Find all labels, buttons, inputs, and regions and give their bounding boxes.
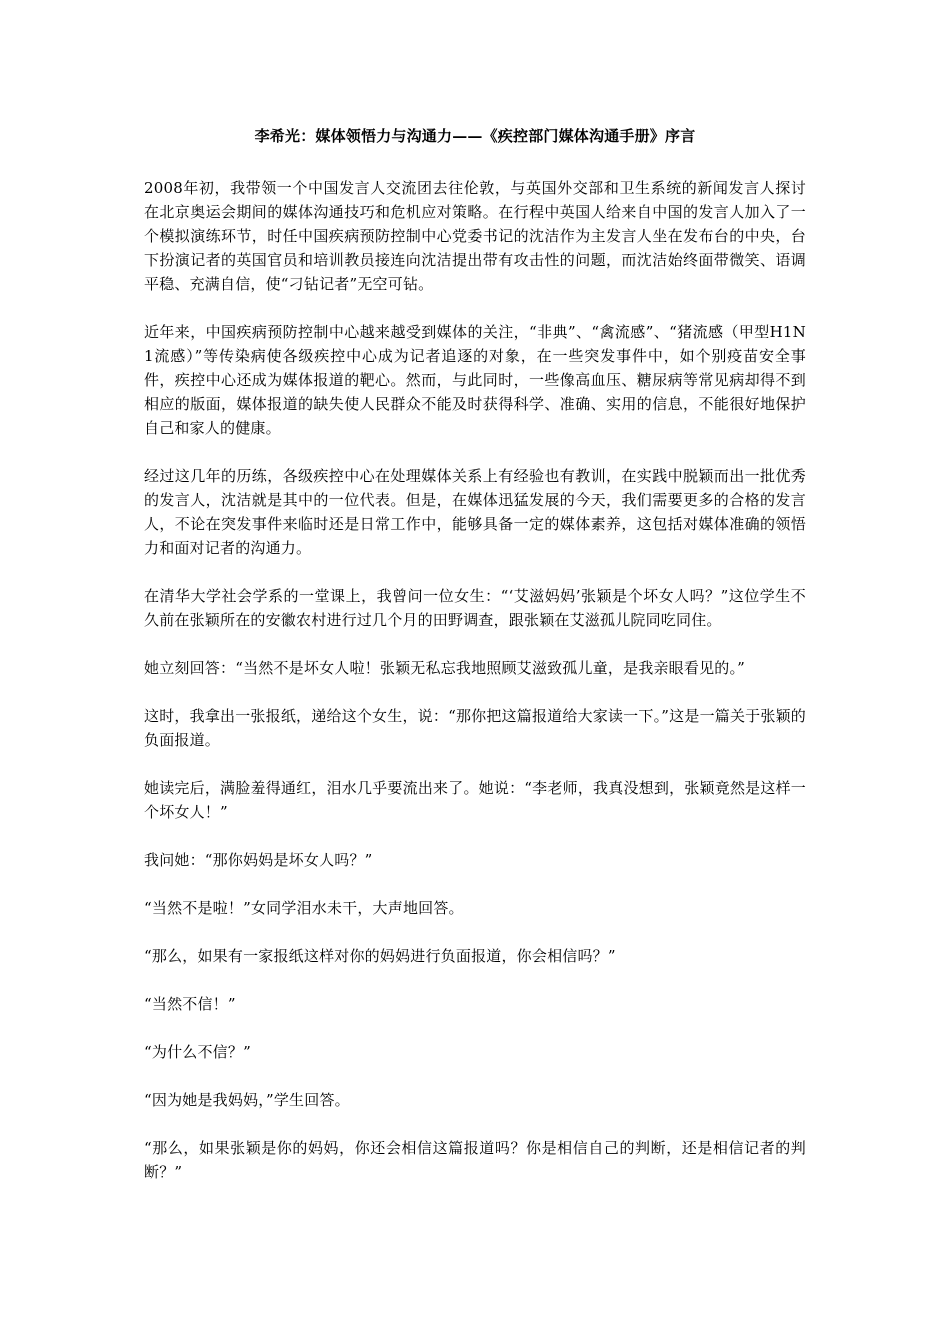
document-title: 李希光：媒体领悟力与沟通力——《疾控部门媒体沟通手册》序言 xyxy=(254,127,696,145)
paragraph: “因为她是我妈妈，”学生回答。 xyxy=(144,1091,350,1109)
paragraph: “那么，如果张颖是你的妈妈，你还会相信这篇报道吗？你是相信自己的判断，还是相信记者的判断？” xyxy=(144,1139,806,1181)
paragraph: 她读完后，满脸羞得通红，泪水几乎要流出来了。她说：“李老师，我真没想到，张颖竟然是这样一个坏女人！” xyxy=(144,779,806,821)
document-body xyxy=(144,124,806,1208)
paragraph: 她立刻回答：“当然不是坏女人啦！张颖无私忘我地照顾艾滋致孤儿童，是我亲眼看见的。” xyxy=(144,659,746,677)
paragraph: “当然不是啦！”女同学泪水未干，大声地回答。 xyxy=(144,899,464,917)
paragraph: 我问她：“那你妈妈是坏女人吗？” xyxy=(144,851,373,869)
paragraph: “那么，如果有一家报纸这样对你的妈妈进行负面报道，你会相信吗？” xyxy=(144,947,616,965)
paragraph: “为什么不信？” xyxy=(144,1043,251,1061)
paragraph: 在清华大学社会学系的一堂课上，我曾问一位女生：“‘艾滋妈妈’张颖是个坏女人吗？”这位学生不久前在张颖所在的安徽农村进行过几个月的田野调查，跟张颖在艾滋孤儿院同吃同住。 xyxy=(144,587,806,629)
paragraph: 这时，我拿出一张报纸，递给这个女生，说：“那你把这篇报道给大家读一下。”这是一篇关于张颖的负面报道。 xyxy=(144,707,806,749)
paragraph: 2008年初，我带领一个中国发言人交流团去往伦敦，与英国外交部和卫生系统的新闻发言人探讨在北京奥运会期间的媒体沟通技巧和危机应对策略。在行程中英国人给来自中国的发言人加入了一个模拟演练环节，时任中国疾病预防控制中心党委书记的沈洁作为主发言人坐在发布台的中央，台下扮演记者的英国官员和培训教员接连向沈洁提出带有攻击性的问题，而沈洁始终面带微笑、语调平稳、充满自信，使“刁钻记者”无空可钻。 xyxy=(144,179,806,293)
paragraph: 经过这几年的历练，各级疾控中心在处理媒体关系上有经验也有教训，在实践中脱颖而出一批优秀的发言人，沈洁就是其中的一位代表。但是，在媒体迅猛发展的今天，我们需要更多的合格的发言人，不论在突发事件来临时还是日常工作中，能够具备一定的媒体素养，这包括对媒体准确的领悟力和面对记者的沟通力。 xyxy=(144,467,806,557)
paragraph: “当然不信！” xyxy=(144,995,236,1013)
paragraph: 近年来，中国疾病预防控制中心越来越受到媒体的关注，“非典”、“禽流感”、“猪流感（甲型H1N1流感）”等传染病使各级疾控中心成为记者追逐的对象，在一些突发事件中，如个别疫苗安全事件，疾控中心还成为媒体报道的靶心。然而，与此同时，一些像高血压、糖尿病等常见病却得不到相应的版面，媒体报道的缺失使人民群众不能及时获得科学、准确、实用的信息，不能很好地保护自己和家人的健康。 xyxy=(144,323,806,437)
